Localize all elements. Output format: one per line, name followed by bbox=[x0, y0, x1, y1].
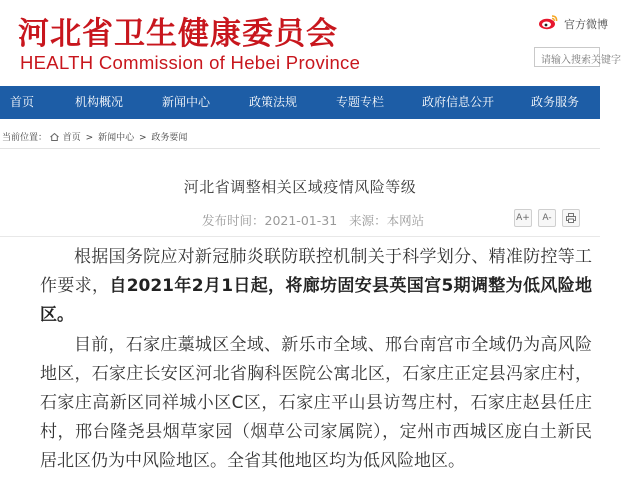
paragraph-text: 根据国务院应对新冠肺炎联防联控机制关于科学划分、精准防控等工作要求， bbox=[40, 247, 592, 297]
nav-item-policy[interactable]: 政策法规 bbox=[249, 95, 298, 109]
breadcrumb-separator: > bbox=[138, 133, 147, 143]
breadcrumb-link-gov-news[interactable]: 政务要闻 bbox=[151, 133, 188, 143]
divider bbox=[0, 148, 600, 149]
print-icon bbox=[566, 213, 576, 223]
main-nav bbox=[0, 86, 600, 119]
nav-item-services[interactable]: 政务服务 bbox=[531, 95, 580, 109]
publish-time: 发布时间：2021-01-31 bbox=[202, 213, 338, 228]
article-title: 河北省调整相关区域疫情风险等级 bbox=[183, 178, 417, 196]
site-header bbox=[0, 0, 621, 84]
font-decrease-button[interactable]: A- bbox=[538, 209, 556, 227]
article-body bbox=[40, 243, 592, 477]
nav-item-gov-info[interactable]: 政府信息公开 bbox=[422, 95, 495, 109]
site-logo-english[interactable]: HEALTH Commission of Hebei Province bbox=[20, 52, 361, 73]
breadcrumb-link-news[interactable]: 新闻中心 bbox=[98, 133, 135, 143]
nav-item-organization[interactable]: 机构概况 bbox=[75, 95, 124, 109]
breadcrumb bbox=[2, 130, 187, 143]
breadcrumb-separator: > bbox=[85, 133, 94, 143]
article-paragraph bbox=[40, 243, 592, 331]
home-icon bbox=[50, 133, 59, 141]
breadcrumb-prefix: 当前位置： bbox=[2, 133, 48, 143]
nav-item-topics[interactable]: 专题专栏 bbox=[336, 95, 385, 109]
article-source: 来源：本网站 bbox=[349, 213, 425, 228]
divider bbox=[0, 236, 600, 237]
weibo-link[interactable]: 官方微博 bbox=[564, 18, 608, 31]
font-increase-button[interactable]: A+ bbox=[514, 209, 532, 227]
breadcrumb-link-home[interactable]: 首页 bbox=[62, 133, 81, 143]
search-input[interactable]: 请输入搜索关键字 bbox=[534, 47, 600, 67]
paragraph-bold-text: 自2021年2月1日起，将廊坊固安县英国宫5期调整为低风险地区。 bbox=[40, 276, 592, 326]
article-paragraph: 目前，石家庄藁城区全域、新乐市全域、邢台南宫市全域仍为高风险地区，石家庄长安区河北省胸科医院公寓北区，石家庄正定县冯家庄村，石家庄高新区同祥城小区C区，石家庄平山县访驾庄村，石家庄赵县任庄村，邢台隆尧县烟草家园（烟草公司家属院），定州市西城区庞白土新民居北区仍为中风险地区。全省其他地区均为低风险地区。 bbox=[40, 334, 592, 472]
print-button[interactable] bbox=[562, 209, 580, 227]
nav-item-home[interactable]: 首页 bbox=[10, 95, 35, 109]
nav-item-news[interactable]: 新闻中心 bbox=[162, 95, 211, 109]
site-logo-chinese[interactable]: 河北省卫生健康委员会 bbox=[18, 16, 338, 52]
weibo-icon[interactable] bbox=[538, 14, 558, 30]
article-meta bbox=[202, 211, 432, 229]
